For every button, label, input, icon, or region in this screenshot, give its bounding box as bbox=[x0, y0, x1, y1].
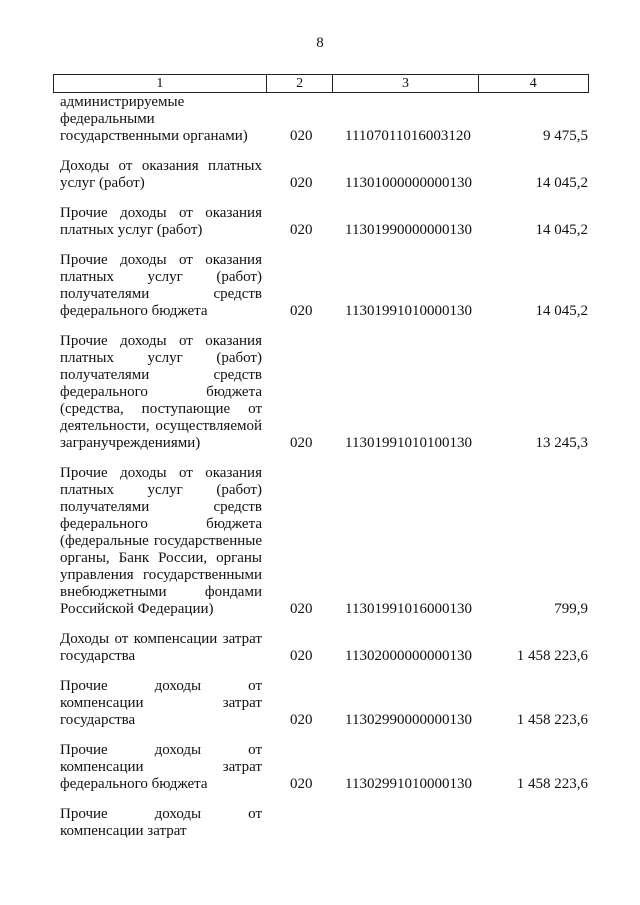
table-row bbox=[0, 806, 640, 840]
row-amount: 1 458 223,6 bbox=[516, 776, 588, 792]
row-name: Прочие доходы от оказания платных услуг (работ) получателями средств федерального бюджета (федеральные государственные органы, Банк России, органы управления государственными внебюджетными фондами Российской Федерации) bbox=[60, 465, 262, 617]
table-body bbox=[0, 94, 640, 853]
row-amount: 9 475,5 bbox=[543, 128, 588, 144]
page-number: 8 bbox=[316, 35, 324, 51]
table-header bbox=[53, 74, 589, 93]
table-row bbox=[0, 678, 640, 729]
table-row bbox=[0, 742, 640, 793]
row-amount: 14 045,2 bbox=[535, 222, 588, 238]
row-amount: 13 245,3 bbox=[535, 435, 588, 451]
row-kbk: 11301991010100130 bbox=[345, 435, 472, 451]
header-col-1: 1 bbox=[54, 75, 267, 92]
row-code: 020 bbox=[290, 648, 313, 664]
header-col-3: 3 bbox=[333, 75, 478, 92]
header-col-2: 2 bbox=[267, 75, 334, 92]
row-code: 020 bbox=[290, 776, 313, 792]
row-kbk: 11302000000000130 bbox=[345, 648, 472, 664]
row-kbk: 11301991016000130 bbox=[345, 601, 472, 617]
row-name: Прочие доходы от оказания платных услуг (работ) получателями средств федерального бюджета (средства, поступающие от деятельности, осуществляемой загранучреждениями) bbox=[60, 333, 262, 451]
row-code: 020 bbox=[290, 222, 313, 238]
row-amount: 14 045,2 bbox=[535, 303, 588, 319]
table-row bbox=[0, 631, 640, 665]
row-amount: 1 458 223,6 bbox=[516, 648, 588, 664]
table-row bbox=[0, 158, 640, 192]
row-code: 020 bbox=[290, 601, 313, 617]
row-code: 020 bbox=[290, 303, 313, 319]
row-name: Доходы от оказания платных услуг (работ) bbox=[60, 158, 262, 191]
row-name: Доходы от компенсации затрат государства bbox=[60, 631, 262, 664]
row-name: Прочие доходы от компенсации затрат федерального бюджета bbox=[60, 742, 262, 792]
row-name: Прочие доходы от компенсации затрат государства bbox=[60, 678, 262, 728]
row-code: 020 bbox=[290, 128, 313, 144]
table-row bbox=[0, 465, 640, 618]
row-code: 020 bbox=[290, 175, 313, 191]
row-amount: 14 045,2 bbox=[535, 175, 588, 191]
row-amount: 799,9 bbox=[554, 601, 588, 617]
table-row bbox=[0, 333, 640, 452]
row-code: 020 bbox=[290, 712, 313, 728]
row-name: Прочие доходы от оказания платных услуг (работ) получателями средств федерального бюджета bbox=[60, 252, 262, 319]
row-name: Прочие доходы от оказания платных услуг (работ) bbox=[60, 205, 262, 238]
row-kbk: 11301000000000130 bbox=[345, 175, 472, 191]
table-row bbox=[0, 252, 640, 320]
row-name: Прочие доходы от компенсации затрат bbox=[60, 806, 262, 839]
row-name: администрируемые федеральными государственными органами) bbox=[60, 94, 248, 144]
table-row bbox=[0, 205, 640, 239]
header-col-4: 4 bbox=[529, 76, 537, 91]
row-kbk: 11302990000000130 bbox=[345, 712, 472, 728]
row-kbk: 11301990000000130 bbox=[345, 222, 472, 238]
row-kbk: 11301991010000130 bbox=[345, 303, 472, 319]
row-amount: 1 458 223,6 bbox=[516, 712, 588, 728]
table-row bbox=[0, 94, 640, 145]
row-code: 020 bbox=[290, 435, 313, 451]
row-kbk: 11302991010000130 bbox=[345, 776, 472, 792]
row-kbk: 11107011016003120 bbox=[345, 128, 471, 144]
